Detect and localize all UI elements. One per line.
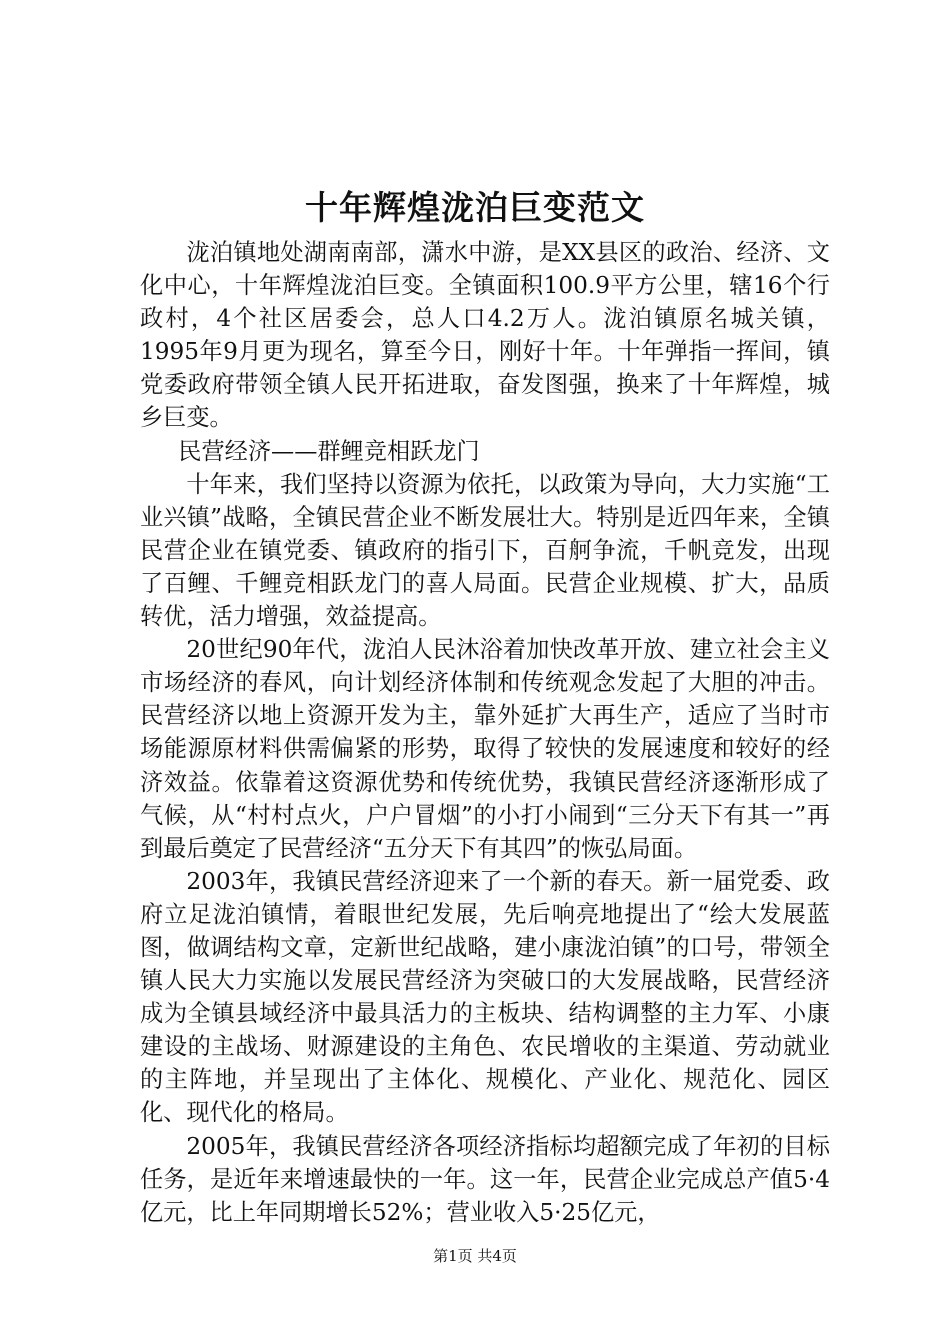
paragraph-1990s: 20世纪90年代，泷泊人民沐浴着加快改革开放、建立社会主义市场经济的春风，向计划经济体制和传统观念发起了大胆的冲击。民营经济以地上资源开发为主，靠外延扩大再生产，适应了当时市场能源原材料供需偏紧的形势，取得了较快的发展速度和较好的经济效益。依靠着这资源优势和传统优势，我镇民营经济逐渐形成了气候，从“村村点火，户户冒烟”的小打小闹到“三分天下有其一”再到最后奠定了民营经济“五分天下有其四”的恢弘局面。 bbox=[140, 636, 830, 862]
paragraph-2003: 2003年，我镇民营经济迎来了一个新的春天。新一届党委、政府立足泷泊镇情，着眼世纪发展，先后响亮地提出了“绘大发展蓝图，做调结构文章，定新世纪战略，建小康泷泊镇”的口号，带领全镇人民大力实施以发展民营经济为突破口的大发展战略，民营经济成为全镇县域经济中最具活力的主板块、结构调整的主力军、小康建设的主战场、财源建设的主角色、农民增收的主渠道、劳动就业的主阵地，并呈现出了主体化、规模化、产业化、规范化、园区化、现代化的格局。 bbox=[140, 867, 830, 1127]
paragraph-2005: 2005年，我镇民营经济各项经济指标均超额完成了年初的目标任务，是近年来增速最快的一年。这一年，民营企业完成总产值5·4亿元，比上年同期增长52%；营业收入5·25亿元， bbox=[140, 1132, 830, 1226]
paragraph-intro: 泷泊镇地处湖南南部，潇水中游，是XX县区的政治、经济、文化中心，十年辉煌泷泊巨变。全镇面积100.9平方公里，辖16个行政村，4个社区居委会，总人口4.2万人。泷泊镇原名城关镇，1995年9月更为现名，算至今日，刚好十年。十年弹指一挥间，镇党委政府带领全镇人民开拓进取，奋发图强，换来了十年辉煌，城乡巨变。 bbox=[140, 239, 830, 432]
section-heading: 民营经济——群鲤竞相跃龙门 bbox=[178, 437, 480, 465]
document-body bbox=[140, 236, 830, 1229]
page-footer: 第1页 共4页 bbox=[433, 1247, 517, 1265]
document-title: 十年辉煌泷泊巨变范文 bbox=[305, 188, 645, 227]
paragraph-strategy: 十年来，我们坚持以资源为依托，以政策为导向，大力实施“工业兴镇”战略，全镇民营企业不断发展壮大。特别是近四年来，全镇民营企业在镇党委、镇政府的指引下，百舸争流，千帆竞发，出现了百鲤、千鲤竞相跃龙门的喜人局面。民营企业规模、扩大，品质转优，活力增强，效益提高。 bbox=[140, 470, 830, 631]
